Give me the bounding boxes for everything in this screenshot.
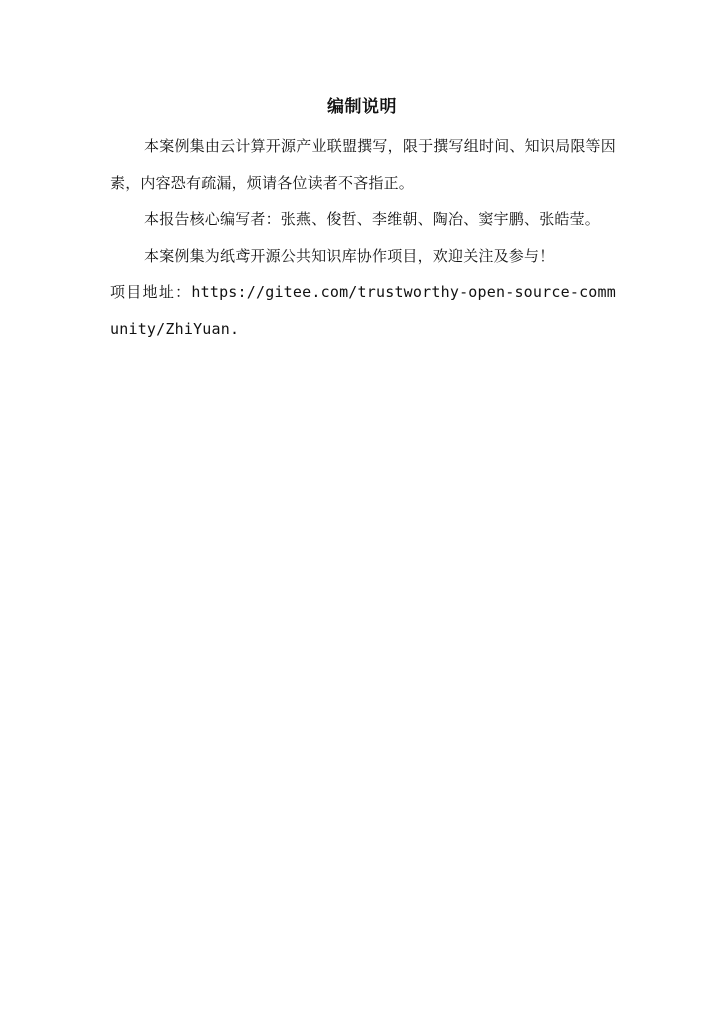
document-title: 编制说明: [327, 97, 397, 117]
paragraph-authors: 本报告核心编写者：张燕、俊哲、李维朝、陶冶、窦宇鹏、张皓莹。: [144, 210, 601, 228]
paragraph-disclaimer: 本案例集由云计算开源产业联盟撰写，限于撰写组时间、知识局限等因素，内容恐有疏漏，烦请各位读者不吝指正。: [110, 137, 616, 192]
paragraph-project: 本案例集为纸鸢开源公共知识库协作项目，欢迎关注及参与！: [144, 246, 555, 265]
document-body: [110, 128, 616, 347]
project-address: 项目地址：https://gitee.com/trustworthy-open-source-community/ZhiYuan.: [110, 283, 616, 338]
